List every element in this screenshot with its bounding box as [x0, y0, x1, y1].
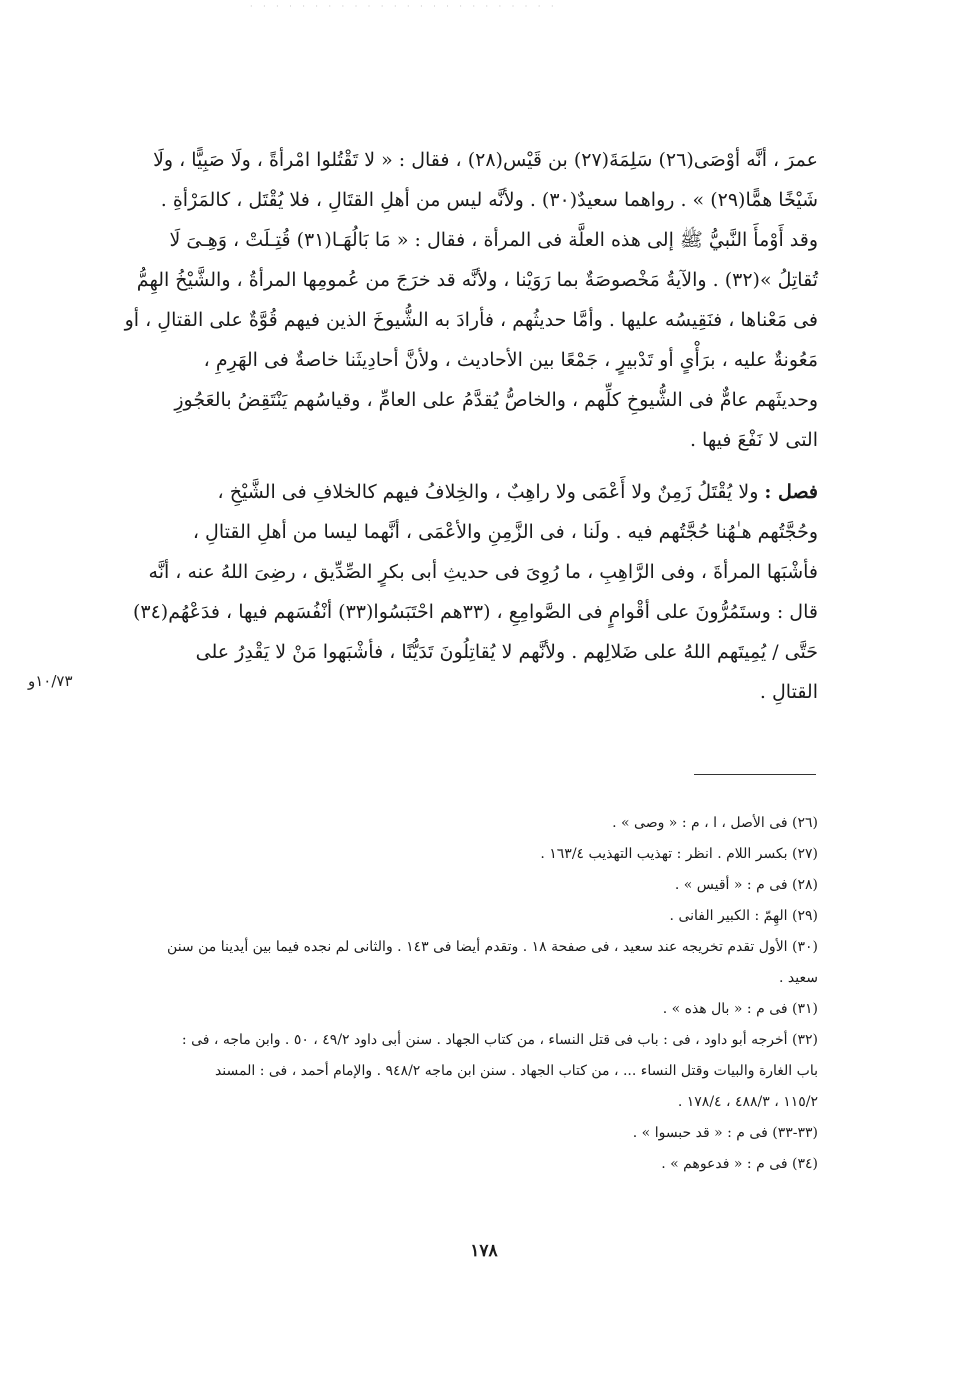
footnote: (٣٠) الأول تقدم تخريجه عند سعيد ، فى صفحة ١٨ . وتقدم أيضا فى ١٤٣ . والثانى لم نجده فيما بين أيدينا من سنن	[167, 939, 818, 955]
footnote: (٣١) فى م : « بال هذه » .	[662, 1001, 818, 1017]
scan-artifact: · · · · · · · · · · · · · · · · · · · · · · · ·	[250, 2, 558, 11]
footnote: (٣٣-٣٣) فى م : « قد حبسوا » .	[632, 1125, 818, 1141]
margin-reference: ١٠/٧٣و	[28, 672, 73, 690]
footnote: (٢٧) بكسر اللام . انظر : تهذيب التهذيب ١٦٣/٤ .	[540, 846, 818, 862]
fasl-line	[150, 472, 818, 512]
footnote: (٢٩) الهِمّ : الكبير الفانى .	[669, 908, 818, 924]
text-line: وقد أَوْمأَ النَّبيُّ ﷺ إلى هذه العلَّة فى المرأة ، فقال : « مَا بَالُهَـا(٣١) قُتِـلَتْ ، وَهِـىَ لَا	[169, 229, 818, 251]
text-line: فى مَعْناها ، فنَقِيسُه عليها . وأمَّا حديثُهم ، فأرادَ به الشُّيوخَ الذين فيهم قُوَّةٌ على القتالِ ، أو	[124, 309, 818, 331]
text-line: عمرَ ، أنَّه أوْصَى(٢٦) سَلِمَةَ(٢٧) بن قَيْس(٢٨) ، فقال : « لا تَقْتُلوا امْرأةً ، ولَا صَبِيًّا ، ولَا	[153, 149, 818, 171]
footnote: (٢٨) فى م : « أقيس » .	[674, 877, 818, 893]
text-line: مَعُونةٌ عليه ، برَأْىٍ أو تَدْبيرٍ ، جَمْعًا بين الأحاديث ، ولأنَّ أحادِيثَنا خاصةٌ فى الهَرِمِ ،	[203, 349, 818, 371]
footnote: (٣٢) أخرجه أبو داود ، فى : باب فى قتل النساء ، من كتاب الجهاد . سنن أبى داود ٤٩/٢ ، ٥٠ . وابن ماجه ، فى :	[181, 1032, 818, 1048]
text-line: شَيْخًا همًّا(٢٩) » . رواهما سعيدٌ(٣٠) . ولأنَّه ليس من أهلِ القتَالِ ، فلا يُقْتَل ، كالمَرْأةِ .	[160, 189, 818, 211]
footnote-separator	[694, 774, 816, 775]
main-text	[124, 140, 818, 712]
text-line: القتالِ .	[759, 681, 818, 703]
text-line: فأشْبَها المرأةَ ، وفى الرَّاهِبِ ، ما رُوِىَ فى حديثِ أبى بكرٍ الصِّدِّيق ، رضِىَ اللهُ عنه ، أنَّه	[148, 561, 818, 583]
footnote: سعيد .	[779, 970, 818, 986]
footnote: (٣٤) فى م : « فدعوهم » .	[661, 1156, 818, 1172]
footnote: (٢٦) فى الأصل ، ا ، م : « وصى » .	[612, 815, 818, 831]
fasl-text: ولا يُقْتَلُ زَمِنٌ ولا أَعْمَى ولا راهِبٌ ، والخِلافُ فيهم كالخلافِ فى الشَّيْخِ ،	[217, 481, 759, 503]
text-line: تُقاتِلُ »(٣٢) . والآيةُ مَخْصوصَةٌ بما رَوَيْنا ، ولأنَّه قد خرَجَ من عُمومِها المرأةُ ، والشَّيْخُ الهِمُّ	[136, 269, 818, 291]
fasl-label: فصل :	[764, 481, 818, 503]
text-line: التى لا نَفْعَ فيها .	[689, 429, 818, 451]
text-line: وحديثَهم عامٌّ فى الشُّيوخِ كلِّهم ، والخاصُّ يُقدَّمُ على العامِّ ، وقياسُهم يَنْتَقِضُ بالعَجُوزِ	[174, 389, 818, 411]
footnote: ١١٥/٢ ، ٤٨٨/٣ ، ١٧٨/٤ .	[677, 1094, 818, 1110]
text-line: قال : وستَمُرُّونَ على أقْوامٍ فى الصَّوامِعِ ، (٣٣هم احْتَبَسُوا(٣٣) أنْفُسَهم فيها ، فدَعْهُم(٣٤)	[132, 601, 818, 623]
page-number: ١٧٨	[470, 1241, 498, 1261]
footnote: باب الغارة والبيات وقتل النساء ... ، من كتاب الجهاد . سنن ابن ماجه ٩٤٨/٢ . والإمام أحمد ، فى : المسند	[214, 1063, 818, 1079]
text-line: وحُجَّتُهم هـٰهُنا حُجَّتُهم فيه . ولَنا ، فى الزَّمِنِ والأعْمَى ، أنَّهما ليسا من أهلِ القتالِ ،	[192, 521, 818, 543]
footnotes	[150, 808, 818, 1180]
text-line: حَتَّى / يُمِيتَهم اللهُ على ضَلالِهم . ولأنَّهم لا يُقاتِلُونَ تَدَيُّنًا ، فأشْبَهوا مَنْ لا يَقْدِرُ على	[195, 641, 818, 663]
